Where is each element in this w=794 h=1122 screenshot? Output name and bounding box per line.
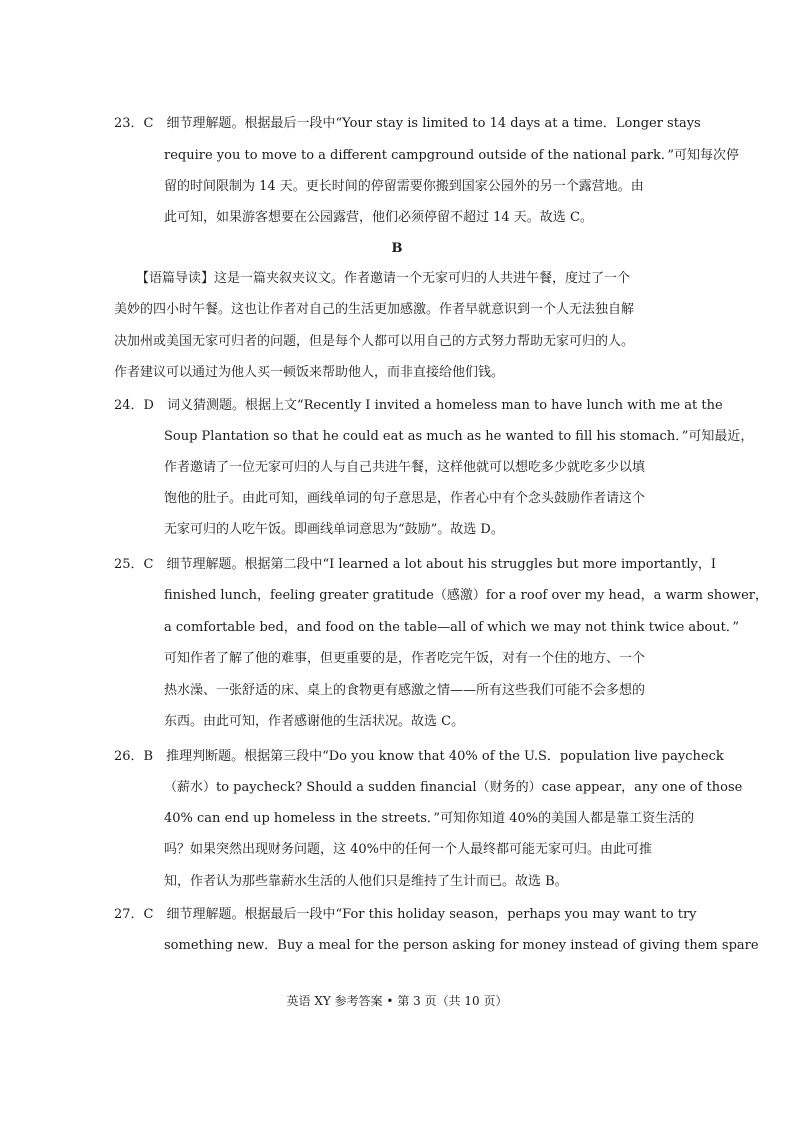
q26-line-1: 26．B 推理判断题。根据第三段中“Do you know that 40% of the U.S．population live paycheck [114,749,724,764]
intro-line-3: 决加州或美国无家可归者的问题，但是每个人都可以用自己的方式努力帮助无家可归的人。 [114,334,635,349]
page-footer: 英语 XY 参考答案 • 第 3 页（共 10 页） [286,994,508,1008]
q24-line-3: 作者邀请了一位无家可归的人与自己共进午餐，这样他就可以想吃多少就吃多少以填 [164,460,646,475]
intro-line-2: 美妙的四小时午餐。这也让作者对自己的生活更加感激。作者早就意识到一个人无法独自解 [114,302,635,317]
q25-line-6: 东西。由此可知，作者感谢他的生活状况。故选 C。 [164,714,465,729]
q24-line-4: 饱他的肚子。由此可知，画线单词的句子意思是，作者心中有个念头鼓励作者请这个 [164,491,646,506]
intro-line-4: 作者建议可以通过为他人买一顿饭来帮助他人，而非直接给他们钱。 [114,365,505,380]
q23-line-1: 23．C 细节理解题。根据最后一段中“Your stay is limited to 14 days at a time．Longer stays [114,116,701,131]
q24-line-2: Soup Plantation so that he could eat as much as he wanted to fill his stomach．”可知最近， [164,429,754,444]
q26-line-5: 知，作者认为那些靠薪水生活的人他们只是维持了生计而已。故选 B。 [164,874,568,889]
section-heading: B [391,241,403,256]
q25-line-1: 25．C 细节理解题。根据第二段中“I learned a lot about his struggles but more importantly，I [114,557,717,572]
intro-line-1: 【语篇导读】这是一篇夹叙夹议文。作者邀请一个无家可归的人共进午餐，度过了一个 [136,271,631,286]
q25-line-4: 可知作者了解了他的难事，但更重要的是，作者吃完午饭，对有一个住的地方、一个 [164,651,646,666]
q25-line-3: a comfortable bed，and food on the table—all of which we may not think twice about．” [164,620,740,635]
q24-line-5: 无家可归的人吃午饭。即画线单词意思为“鼓励”。故选 D。 [164,522,504,537]
q25-line-2: finished lunch，feeling greater gratitude（感激）for a roof over my head，a warm shower， [164,588,768,603]
q23-line-2: require you to move to a different campground outside of the national park．”可知每次停 [164,148,739,163]
q23-line-3: 留的时间限制为 14 天。更长时间的停留需要你搬到国家公园外的另一个露营地。由 [164,179,644,194]
q23-line-4: 此可知，如果游客想要在公园露营，他们必须停留不超过 14 天。故选 C。 [164,210,593,225]
q25-line-5: 热水澡、一张舒适的床、桌上的食物更有感激之情——所有这些我们可能不会多想的 [164,683,646,698]
q26-line-4: 吗？如果突然出现财务问题，这 40%中的任何一个人最终都可能无家可归。由此可推 [164,842,653,857]
q27-line-2: something new．Buy a meal for the person asking for money instead of giving them spare [164,938,759,953]
q26-line-2: （薪水）to paycheck? Should a sudden financial（财务的）case appear，any one of those [164,780,743,795]
q27-line-1: 27．C 细节理解题。根据最后一段中“For this holiday season，perhaps you may want to try [114,907,697,922]
q26-line-3: 40% can end up homeless in the streets．”可知你知道 40%的美国人都是靠工资生活的 [164,811,695,826]
q24-line-1: 24．D 词义猜测题。根据上文“Recently I invited a homeless man to have lunch with me at the [114,398,723,413]
